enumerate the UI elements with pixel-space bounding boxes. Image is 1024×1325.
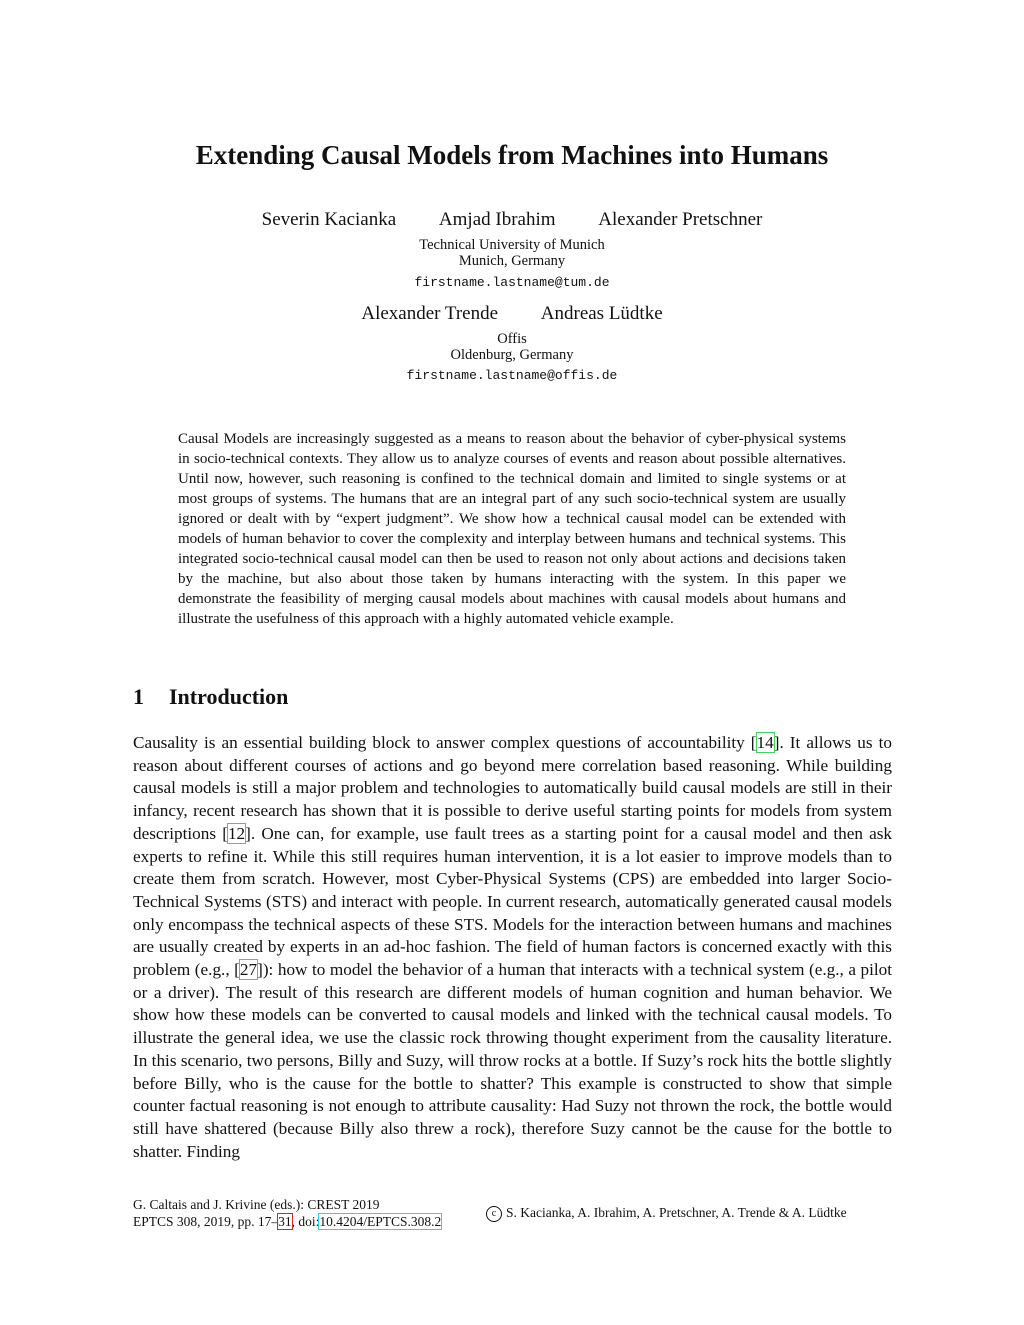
author-name: Alexander Trende [361, 303, 499, 324]
paper-title: Extending Causal Models from Machines into Humans [195, 140, 829, 170]
copyright-notice [486, 1205, 847, 1222]
text-run: EPTCS 308, 2019, pp. 17– [133, 1214, 279, 1229]
introduction-paragraph [133, 732, 892, 1163]
section-heading [133, 684, 288, 710]
text-run: ]): how to model the behavior of a human that interacts with a technical system (e.g., a pilot or a driver). The result of this research are different models of human cognition and human behavior. We show how these models can be converted to causal models and linked with the technical causal models. To illustrate the general idea, we use the classic rock throwing thought experiment from the causality literature. In this scenario, two persons, Billy and Suzy, will throw rocks at a bottle. If Suzy’s rock hits the bottle slightly before Billy, who is the cause for the bottle to shatter? This example is constructed to show that simple counter factual reasoning is not enough to attribute causality: Had Suzy not thrown the rock, the bottle would still have shattered (because Billy also threw a rock), therefore Suzy cannot be the cause for the bottle to shatter. Finding [133, 960, 892, 1161]
author-name: Amjad Ibrahim [438, 209, 556, 230]
eptcs-line [133, 1213, 441, 1230]
publication-info [133, 1196, 441, 1230]
copyright-holders: S. Kacianka, A. Ibrahim, A. Pretschner, A. Trende & A. Lüdtke [506, 1205, 847, 1220]
section-title: Introduction [169, 684, 289, 709]
abstract: Causal Models are increasingly suggested as a means to reason about the behavior of cyber-physical systems in socio-technical contexts. They allow us to analyze courses of events and reason about possible alternatives. Until now, however, such reasoning is confined to the technical domain and limited to single systems or at most groups of systems. The humans that are an integral part of any such socio-technical system are usually ignored or dealt with by “expert judgment”. We show how a technical causal model can be extended with models of human behavior to cover the complexity and interplay between humans and technical systems. This integrated socio-technical causal model can then be used to reason not only about actions and decisions taken by the machine, but also about those taken by humans interacting with the system. In this paper we demonstrate the feasibility of merging causal models about machines with causal models about humans and illustrate the usefulness of this approach with a highly automated vehicle example. [178, 431, 846, 627]
author-name: Severin Kacianka [261, 209, 397, 230]
copyright-icon: c [486, 1206, 502, 1222]
proceedings-line: G. Caltais and J. Krivine (eds.): CREST 2019 [133, 1197, 380, 1212]
section-number: 1 [133, 684, 144, 709]
author-group-2 [0, 303, 1024, 325]
affiliation-1-location: Munich, Germany [458, 253, 566, 269]
affiliation-2-location: Oldenburg, Germany [450, 347, 574, 363]
text-run: ]. One can, for example, use fault trees as a starting point for a causal model and then ask experts to refine it. While this still requires human intervention, it is a lot easier to improve models than to create them from scratch. However, most Cyber-Physical Systems (CPS) are embedded into larger Socio-Technical Systems (STS) and interact with people. In current research, automatically generated causal models only encompass the technical aspects of these STS. Models for the interaction between humans and machines are usually created by experts in an ad-hoc fashion. The field of human factors is concerned exactly with this problem (e.g., [ [133, 823, 892, 980]
citation-link[interactable]: 14 [756, 733, 774, 752]
citation-link[interactable]: 12 [227, 823, 246, 843]
text-run: ]. It allows us to reason about different courses of actions and go beyond mere correlation based reasoning. While building causal models is still a major problem and technologies to automatically build causal models are still in their infancy, recent research has shown that it is possible to derive useful starting points for models from system descriptions [ [133, 733, 892, 843]
citation-link[interactable]: 27 [239, 960, 258, 980]
author-name: Andreas Lüdtke [540, 303, 663, 324]
text-run: , doi: [291, 1214, 320, 1229]
author-email-1: firstname.lastname@tum.de [414, 275, 610, 290]
affiliation-2-institution: Offis [497, 331, 527, 347]
author-email-2: firstname.lastname@offis.de [406, 368, 618, 383]
doi-link[interactable]: 10.4204/EPTCS.308.2 [319, 1214, 442, 1229]
author-group-1 [0, 209, 1024, 231]
end-page-link[interactable]: 31 [278, 1214, 292, 1229]
text-run: Causality is an essential building block to answer complex questions of accountability [ [133, 733, 757, 752]
author-name: Alexander Pretschner [598, 209, 763, 230]
affiliation-1-institution: Technical University of Munich [419, 237, 605, 253]
